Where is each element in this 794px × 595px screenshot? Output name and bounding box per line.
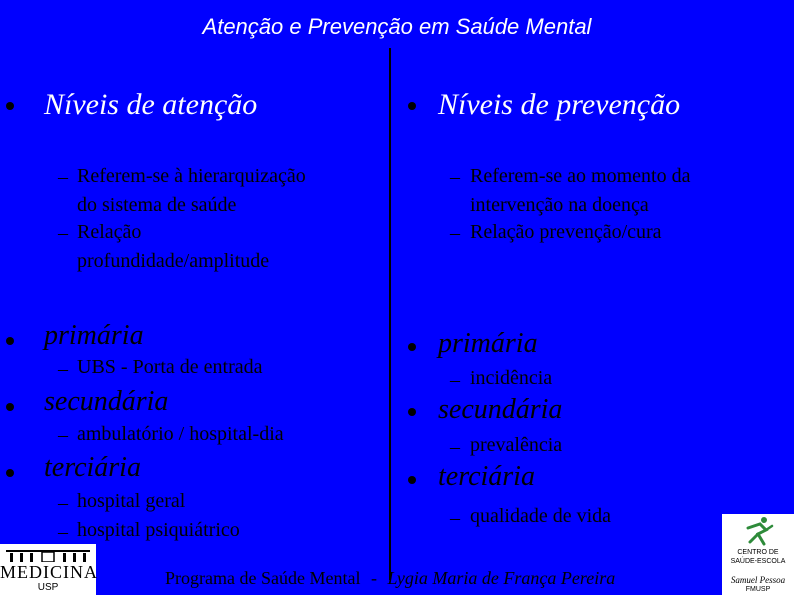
logo-right-signature: Samuel Pessoa bbox=[730, 575, 786, 585]
bullet bbox=[6, 337, 14, 345]
right-level-terciaria-detail: qualidade de vida bbox=[470, 505, 612, 527]
left-level-terciaria-detail-1: hospital geral bbox=[77, 490, 186, 512]
medicina-usp-logo bbox=[0, 544, 96, 595]
dash: – bbox=[58, 424, 68, 446]
dash: – bbox=[450, 436, 460, 458]
bullet bbox=[408, 476, 416, 484]
left-level-secundaria-detail: ambulatório / hospital-dia bbox=[77, 423, 284, 445]
bullet bbox=[6, 469, 14, 477]
dash: – bbox=[58, 521, 68, 543]
dash: – bbox=[58, 166, 68, 188]
logo-left-word: MEDICINA bbox=[0, 562, 98, 582]
left-level-terciaria: terciária bbox=[44, 452, 141, 483]
bullet bbox=[408, 343, 416, 351]
dash: – bbox=[450, 507, 460, 529]
left-note-2: do sistema de saúde bbox=[77, 194, 237, 216]
dash: – bbox=[450, 166, 460, 188]
logo-left-sub: USP bbox=[37, 582, 59, 593]
dash: – bbox=[450, 222, 460, 244]
bullet bbox=[408, 408, 416, 416]
footer-program: Programa de Saúde Mental bbox=[165, 568, 361, 588]
right-note-3: Relação prevenção/cura bbox=[470, 221, 662, 243]
right-note-1: Referem-se ao momento da bbox=[470, 165, 691, 187]
centro-saude-escola-logo bbox=[722, 514, 794, 595]
slide-title: Atenção e Prevenção em Saúde Mental bbox=[202, 14, 592, 39]
logo-right-line1: CENTRO DE bbox=[737, 549, 779, 556]
bullet bbox=[408, 102, 416, 110]
footer-author: Lygia Maria de França Pereira bbox=[387, 568, 616, 588]
logo-right-line2: SAÚDE-ESCOLA bbox=[730, 558, 786, 565]
footer bbox=[165, 568, 615, 589]
right-level-primaria: primária bbox=[438, 328, 538, 359]
footer-separator: - bbox=[370, 568, 377, 588]
left-heading: Níveis de atenção bbox=[44, 88, 258, 121]
left-note-1: Referem-se à hierarquização bbox=[77, 165, 306, 187]
left-note-4: profundidade/amplitude bbox=[77, 250, 270, 272]
right-level-secundaria: secundária bbox=[438, 394, 563, 425]
left-level-primaria-detail: UBS - Porta de entrada bbox=[77, 356, 263, 378]
dash: – bbox=[450, 369, 460, 391]
left-note-3: Relação bbox=[77, 221, 142, 243]
logo-right-line3: FMUSP bbox=[745, 586, 771, 593]
left-level-terciaria-detail-2: hospital psiquiátrico bbox=[77, 519, 240, 541]
dash: – bbox=[58, 358, 68, 380]
right-level-primaria-detail: incidência bbox=[470, 367, 553, 389]
right-level-secundaria-detail: prevalência bbox=[470, 434, 563, 456]
column-divider bbox=[389, 48, 391, 580]
bullet bbox=[6, 102, 14, 110]
running-figure-icon bbox=[742, 516, 774, 546]
left-level-secundaria: secundária bbox=[44, 386, 169, 417]
building-columns-icon bbox=[6, 550, 90, 562]
dash: – bbox=[58, 222, 68, 244]
right-level-terciaria: terciária bbox=[438, 461, 535, 492]
right-heading: Níveis de prevenção bbox=[438, 88, 681, 121]
dash: – bbox=[58, 492, 68, 514]
left-level-primaria: primária bbox=[44, 320, 144, 351]
bullet bbox=[6, 403, 14, 411]
right-note-2: intervenção na doença bbox=[470, 194, 649, 216]
